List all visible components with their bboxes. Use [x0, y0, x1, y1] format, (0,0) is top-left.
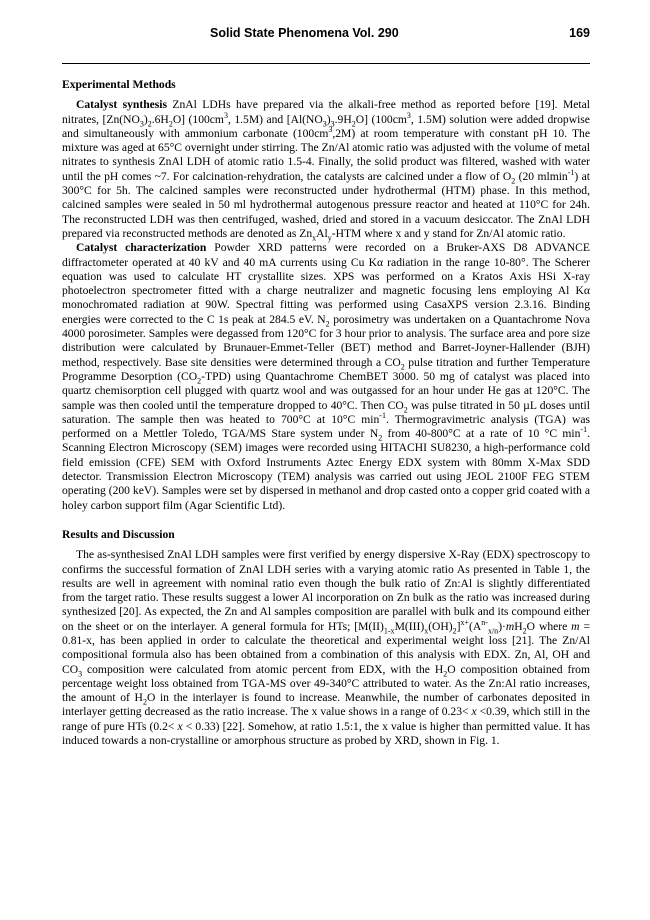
paragraph-results: The as-synthesised ZnAl LDH samples were first verified by energy dispersive X-Ray (EDX) spectroscopy to confirms the successful formation of ZnAl LDH series with a varying atomic ratio As presented in Table 1, the results are well in agreement with nominal ratio even though the bulk ratio of Zn:Al is slightly differentiated from the target ratio. These results suggest a lower Al incorporation on Zn bulk as the ratio was increased during synthesized [20]. As expected, the Zn and Al samples composition are parallel with bulk and its compound either on the sheet or on the interlayer. A general formula for HTs; $[M(II)_{1-x}M(III)_x(OH)_2]^{x+}(A^{n-}_{x/n})\cdot mH_2O$ where m = 0.81-x, has been applied in order to calculate the theoretical and experimental weight loss [21]. The Zn/Al compositional formula also has been obtained from a combination of this analysis with EDX. Zn, Al, OH and $CO_3$ composition were calculated from atomic percent from EDX, with the $H_2O$ composition obtained from percentage weight loss obtained from TGA-MS over 49-340°C attributed to water. As the Zn:Al ratio increases, the amount of $H_2O$ in the interlayer is found to increase. Meanwhile, the number of carbonates deposited in interlayer getting decreased as the ratio increase. The x value shows in a range of 0.23< x <0.39, which still in the range of pure HTs (0.2< x < 0.33) [22]. Somehow, at ratio 1.5:1, the x value is higher than permitted value. It has induced towards a non-crystalline or amorphous structure as probed by XRD, shown in Fig. 1. [62, 548, 591, 748]
run-in-heading: Catalyst characterization [76, 241, 207, 255]
article-body [62, 78, 590, 748]
header-rule [62, 63, 590, 64]
section-heading-experimental-methods: Experimental Methods [62, 78, 176, 91]
running-header [62, 26, 590, 44]
run-in-heading: Catalyst synthesis [76, 98, 168, 112]
paragraph-catalyst-synthesis: Catalyst synthesis ZnAl LDHs have prepared via the alkali-free method as reported before [19]. Metal nitrates, $[Zn(NO_3)_2.6H_2O]$ ($100cm^3$, 1.5M) and $[Al(NO_3)_3.9H_2O]$ ($100cm^3$, 1.5M) solution were added dropwise and simultaneously with ammonium carbonate $(100cm^3,2M)$ at room temperature with constant pH 10. The mixture was aged at 65°C overnight under stirring. The Zn/Al atomic ratio was adjusted with the volume of metal nitrates to synthesis ZnAl LDH of atomic ratio 1.5-4. Finally, the solid product was filtered, washed with water until the pH comes ~7. For calcination-rehydration, the catalysts are calcined under a flow of $O_2$ (20 mlmin$^{-1}$) at 300°C for 5h. The calcined samples were reconstructed under hydrothermal (HTM) phase. In this method, calcined samples were sealed in 50 ml hydrothermal autogenous pressure reactor and heated at 110°C for 24h. The reconstructed LDH was then centrifuged, washed, dried and stored in a vacuum desiccator. The ZnAl LDH prepared via reconstructed methods are denoted as $Zn_xAl_y$-HTM where x and y stand for Zn/Al atomic ratio. [62, 98, 590, 243]
page-number: 169 [569, 26, 590, 40]
journal-title: Solid State Phenomena Vol. 290 [210, 26, 399, 40]
section-heading-results-and-discussion: Results and Discussion [62, 527, 175, 541]
paragraph-catalyst-characterization: Catalyst characterization Powder XRD patterns were recorded on a Bruker-AXS D8 ADVANCE diffractometer operated at 40 kV and 40 mA currents using Cu Kα radiation in the range 10-80°. The Scherer equation was used to calculate HT crystallite sizes. XPS was performed on a Kratos Axis HSi X-ray photoelectron spectrometer fitted with a charge neutralizer and magnetic focusing lens employing Al Kα monochromated radiation at 90W. Spectral fitting was performed using CasaXPS version 2.3.16. Binding energies were corrected to the C 1s peak at 284.5 eV. $N_2$ porosimetry was undertaken on a Quantachrome Nova 4000 porosimeter. Samples were degassed from 120°C for 3 hour prior to analysis. The surface area and pore size distribution were calculated by Brunauer-Emmet-Teller (BET) method and Barret-Joyner-Hallender (BJH) method, respectively. Base site densities were determined through a $CO_2$ pulse titration and further Temperature Programme Desorption $(CO_2-TPD)$ using Quantachrome ChemBET 3000. 50 mg of catalyst was placed into quartz chemisorption cell plugged with quartz wool and was outgassed for an hour under He gas at 120°C. The sample was then cooled until the temperature dropped to 40°C. Then $CO_2$ was pulse titrated in 50 µL doses until saturation. The sample then was heated to 700°C at 10°C $\min^{-1}$. Thermogravimetric analysis (TGA) was performed on a Mettler Toledo, TGA/MS Stare system under $N_2$ from 40-800°C at a rate of 10 °C $\min^{-1}$. Scanning Electron Microscopy (SEM) images were recorded using HITACHI SU8230, a high-performance cold field emission (CFE) SEM with Oxford Instruments Aztec Energy EDX system with 80mm X-Max SDD detector. Transmission Electron Microscopy (TEM) analysis was carried out using JEOL 2100F FEG STEM operating (200 keV). Samples were set by dispersed in methanol and drop casted onto a copper grid coated with a holey carbon support film (Agar Scientific Ltd). [62, 241, 591, 512]
